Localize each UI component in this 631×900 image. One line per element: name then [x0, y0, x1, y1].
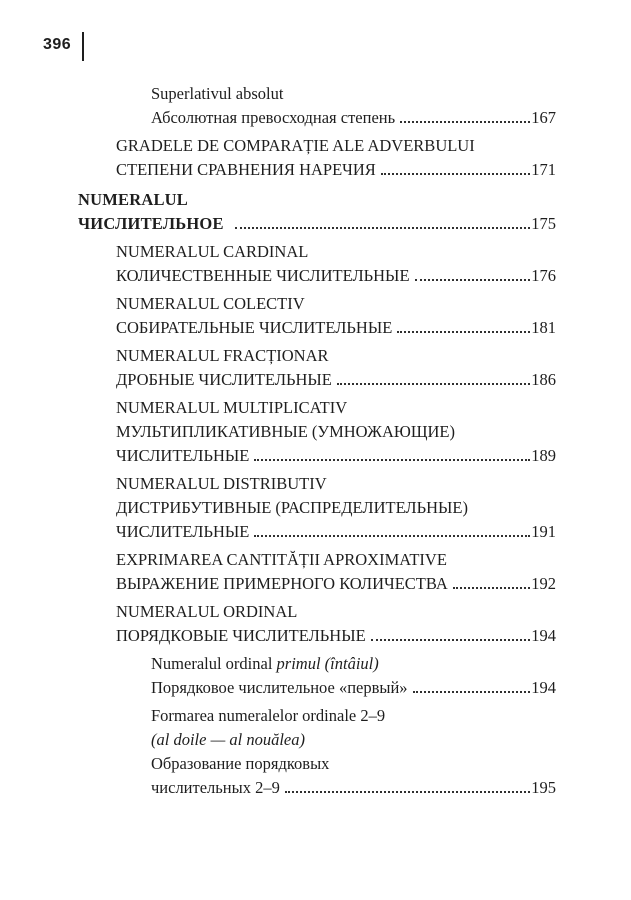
toc-line	[116, 316, 556, 340]
toc-page-ref: 191	[531, 522, 556, 541]
toc-line-text	[116, 240, 308, 264]
toc-line	[151, 776, 556, 800]
toc-line-text	[151, 82, 283, 106]
toc-text-segment: МУЛЬТИПЛИКАТИВНЫЕ (УМНОЖАЮЩИЕ)	[116, 422, 455, 441]
toc-text-segment: Абсолютная превосходная степень	[151, 108, 396, 127]
toc-text-segment-italic: (al doile — al nouălea)	[151, 730, 305, 749]
toc-line	[116, 520, 556, 544]
toc-text-segment: Порядковое числительное «первый»	[151, 678, 408, 697]
toc-text-segment: NUMERALUL COLECTIV	[116, 294, 305, 313]
toc-page-ref: 194	[531, 678, 556, 697]
toc-line	[116, 240, 556, 264]
toc-line	[116, 600, 556, 624]
toc-text-segment: СОБИРАТЕЛЬНЫЕ ЧИСЛИТЕЛЬНЫЕ	[116, 318, 393, 337]
toc-line	[151, 652, 556, 676]
toc-line-text	[116, 368, 332, 392]
toc-entry	[116, 292, 556, 340]
toc-text-segment: NUMERALUL FRACȚIONAR	[116, 346, 329, 365]
dotted-leader	[254, 535, 530, 537]
toc-page-ref: 175	[531, 214, 556, 233]
toc-entry	[151, 82, 556, 130]
toc-line-text	[116, 420, 455, 444]
dotted-leader	[235, 227, 531, 229]
toc-line	[116, 420, 556, 444]
toc-line-text	[78, 212, 224, 236]
toc-text-segment: NUMERALUL CARDINAL	[116, 242, 309, 261]
toc-text-segment: NUMERALUL	[78, 190, 188, 209]
toc-text-segment: ДРОБНЫЕ ЧИСЛИТЕЛЬНЫЕ	[116, 370, 332, 389]
toc-text-segment: ДИСТРИБУТИВНЫЕ (РАСПРЕДЕЛИТЕЛЬНЫЕ)	[116, 498, 468, 517]
toc-line	[116, 264, 556, 288]
dotted-leader	[371, 639, 531, 641]
toc-page-ref: 181	[531, 318, 556, 337]
toc-text-segment: ВЫРАЖЕНИЕ ПРИМЕРНОГО КОЛИЧЕСТВА	[116, 574, 448, 593]
toc-page-ref: 192	[531, 574, 556, 593]
toc-line-text	[116, 316, 392, 340]
dotted-leader	[254, 459, 530, 461]
toc-line-text	[116, 548, 447, 572]
toc-entry	[116, 548, 556, 596]
toc-text-segment: GRADELE DE COMPARAȚIE ALE ADVERBULUI	[116, 136, 475, 155]
toc-text-segment: Superlativul absolut	[151, 84, 284, 103]
toc-line-text	[116, 396, 347, 420]
toc-line-text	[116, 292, 305, 316]
toc-page-ref: 195	[531, 778, 556, 797]
toc-line-text	[116, 520, 249, 544]
toc-line-text	[151, 776, 280, 800]
toc-line	[78, 212, 556, 236]
toc-line	[116, 396, 556, 420]
toc-text-segment: СТЕПЕНИ СРАВНЕНИЯ НАРЕЧИЯ	[116, 160, 376, 179]
page-header	[43, 33, 84, 61]
toc-line-text	[151, 676, 408, 700]
dotted-leader	[285, 791, 530, 793]
toc-page-ref: 171	[531, 160, 556, 179]
toc-line	[116, 158, 556, 182]
toc-entry	[116, 240, 556, 288]
toc-text-segment: Numeralul ordinal	[151, 654, 277, 673]
toc-line	[151, 704, 556, 728]
toc-line	[116, 292, 556, 316]
toc-line	[116, 472, 556, 496]
toc-line	[116, 368, 556, 392]
toc-text-segment: NUMERALUL MULTIPLICATIV	[116, 398, 348, 417]
toc-line-text	[116, 624, 366, 648]
toc-text-segment: ЧИСЛИТЕЛЬНОЕ	[78, 214, 224, 233]
dotted-leader	[397, 331, 530, 333]
toc-line	[116, 624, 556, 648]
toc-page-ref: 167	[531, 108, 556, 127]
toc-line	[116, 572, 556, 596]
toc-page-ref: 186	[531, 370, 556, 389]
toc-text-segment: EXPRIMAREA CANTITĂȚII APROXIMATIVE	[116, 550, 447, 569]
toc-entry	[116, 396, 556, 468]
toc-line-text	[151, 728, 305, 752]
toc-text-segment: Образование порядковых	[151, 754, 330, 773]
toc-text-segment-italic: primul (întâiul)	[276, 654, 379, 673]
toc-page-ref: 189	[531, 446, 556, 465]
toc-text-segment: ЧИСЛИТЕЛЬНЫЕ	[116, 522, 250, 541]
toc-line	[151, 752, 556, 776]
toc-line-text	[116, 444, 249, 468]
toc-line	[116, 496, 556, 520]
toc-line	[116, 344, 556, 368]
toc-text-segment: числительных 2–9	[151, 778, 280, 797]
dotted-leader	[337, 383, 530, 385]
page-number: 396	[43, 36, 72, 53]
toc-page-ref: 194	[531, 626, 556, 645]
dotted-leader	[400, 121, 530, 123]
toc-line-text	[116, 572, 448, 596]
toc-entry	[151, 704, 556, 800]
toc-line-text	[151, 704, 385, 728]
toc-line	[116, 548, 556, 572]
toc-text-segment: NUMERALUL DISTRIBUTIV	[116, 474, 327, 493]
toc-line-text	[151, 106, 395, 130]
toc-entry	[116, 344, 556, 392]
toc-line	[151, 728, 556, 752]
dotted-leader	[415, 279, 531, 281]
toc-text-segment: КОЛИЧЕСТВЕННЫЕ ЧИСЛИТЕЛЬНЫЕ	[116, 266, 410, 285]
toc-line-text	[116, 472, 327, 496]
toc-line-text	[116, 344, 329, 368]
table-of-contents	[0, 82, 631, 804]
toc-line-text	[116, 600, 297, 624]
toc-entry	[116, 472, 556, 544]
toc-line	[151, 82, 556, 106]
toc-line	[78, 188, 556, 212]
toc-line-text	[116, 134, 475, 158]
dotted-leader	[453, 587, 530, 589]
toc-line-text	[151, 652, 379, 676]
toc-text-segment: ЧИСЛИТЕЛЬНЫЕ	[116, 446, 250, 465]
toc-text-segment: NUMERALUL ORDINAL	[116, 602, 298, 621]
toc-entry	[78, 188, 556, 236]
toc-page-ref: 176	[531, 266, 556, 285]
toc-line	[116, 134, 556, 158]
toc-text-segment: Formarea numeralelor ordinale 2–9	[151, 706, 386, 725]
toc-entry	[116, 600, 556, 648]
toc-line-text	[78, 188, 188, 212]
toc-line-text	[116, 264, 410, 288]
dotted-leader	[381, 173, 530, 175]
toc-line	[116, 444, 556, 468]
toc-line	[151, 106, 556, 130]
toc-line-text	[151, 752, 329, 776]
toc-line	[151, 676, 556, 700]
toc-entry	[116, 134, 556, 182]
header-divider-rule	[82, 32, 84, 61]
toc-line-text	[116, 158, 376, 182]
toc-line-text	[116, 496, 468, 520]
toc-entry	[151, 652, 556, 700]
toc-text-segment: ПОРЯДКОВЫЕ ЧИСЛИТЕЛЬНЫЕ	[116, 626, 366, 645]
dotted-leader	[413, 691, 531, 693]
